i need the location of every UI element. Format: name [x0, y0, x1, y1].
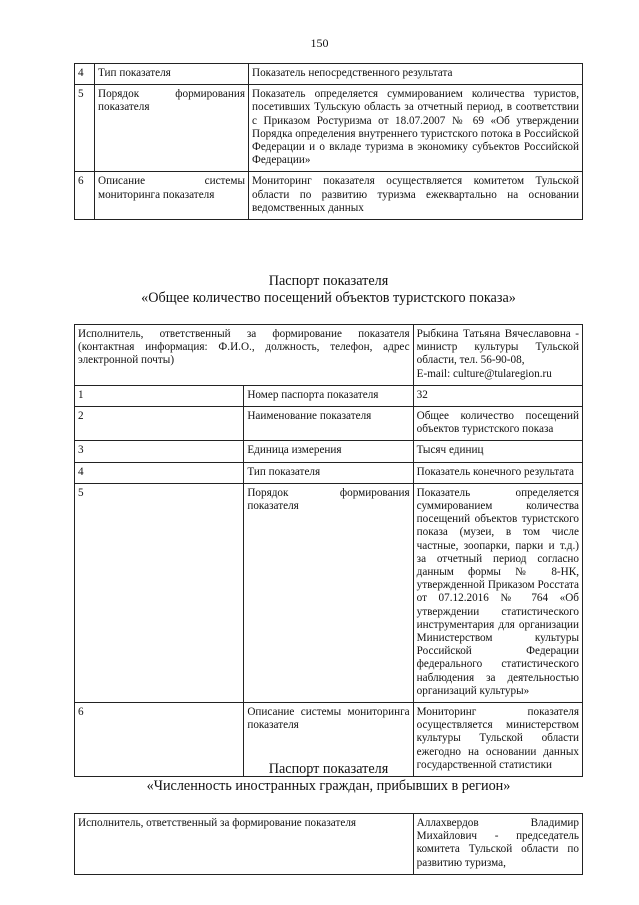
executor-value [413, 325, 582, 386]
row-number: 5 [75, 85, 95, 172]
executor-contact: Рыбкина Татьяна Вячеславовна - министр культуры Тульской области, тел. 56-90-08, [416, 328, 579, 367]
row-value: 32 [413, 385, 582, 406]
table-row [75, 407, 583, 441]
row-label: Описание системы мониторинга показателя [244, 703, 413, 777]
row-value: Общее количество посещений объектов туристского показа [413, 407, 582, 441]
executor-label: Исполнитель, ответственный за формирование показателя [75, 814, 414, 875]
section-title-line1: Паспорт показателя [268, 761, 389, 777]
row-value: Показатель определяется суммированием количества туристов, посетивших Тульскую область за отчетный период, в соответствии с Приказом Ростуризма от 18.07.2007 № 69 «Об утверждении Порядка определения внутреннего туристского потока в Российской Федерации и о вкладе туризма в экономику субъектов Российской Федерации» [249, 85, 583, 172]
passport-table [74, 324, 583, 777]
row-value: Показатель непосредственного результата [249, 64, 583, 85]
row-label: Порядок формирования показателя [244, 483, 413, 702]
page-number: 150 [310, 36, 329, 50]
section-title-line2: «Численность иностранных граждан, прибывших в регион» [146, 778, 511, 794]
row-value: Мониторинг показателя осуществляется комитетом Тульской области по развитию туризма ежеквартально на основании ведомственных данных [249, 172, 583, 220]
section-title [74, 273, 583, 307]
row-number: 6 [75, 703, 244, 777]
row-number: 5 [75, 483, 244, 702]
row-label: Тип показателя [244, 462, 413, 483]
row-number: 3 [75, 441, 244, 462]
passport-table-continued [74, 63, 583, 220]
row-label: Порядок формирования показателя [95, 85, 249, 172]
row-number: 4 [75, 64, 95, 85]
row-label: Наименование показателя [244, 407, 413, 441]
passport-table-next [74, 813, 583, 875]
table-row [75, 172, 583, 220]
row-number: 6 [75, 172, 95, 220]
row-label: Единица измерения [244, 441, 413, 462]
row-value: Тысяч единиц [413, 441, 582, 462]
row-label: Тип показателя [95, 64, 249, 85]
table-row [75, 483, 583, 702]
executor-label: Исполнитель, ответственный за формирование показателя (контактная информация: Ф.И.О., должность, телефон, адрес электронной почты) [75, 325, 414, 386]
row-number: 2 [75, 407, 244, 441]
row-value: Показатель конечного результата [413, 462, 582, 483]
section-title-line2: «Общее количество посещений объектов туристского показа» [141, 290, 516, 306]
row-label: Номер паспорта показателя [244, 385, 413, 406]
table-row [75, 85, 583, 172]
row-value: Показатель определяется суммированием количества посещений объектов туристского показа (музеи, в том числе частные, зоопарки, парки и т.д.) за отчетный период согласно данным формы № 8-НК, утвержденной Приказом Росстата от 07.12.2016 № 764 «Об утверждении статистического инструментария для организации Министерством культуры Российской Федерации федерального статистического наблюдения за деятельностью организаций культуры» [413, 483, 582, 702]
executor-row [75, 325, 583, 386]
row-value: Мониторинг показателя осуществляется министерством культуры Тульской области ежегодно на основании данных государственной статистики [413, 703, 582, 777]
row-label: Описание системы мониторинга показателя [95, 172, 249, 220]
table-row [75, 462, 583, 483]
executor-value: Аллахвердов Владимир Михайлович - председатель комитета Тульской области по развитию туризма, [413, 814, 582, 875]
executor-email: E-mail: culture@tularegion.ru [416, 367, 552, 380]
section-title-line1: Паспорт показателя [268, 273, 389, 289]
table-row [75, 441, 583, 462]
table-row [75, 64, 583, 85]
row-number: 4 [75, 462, 244, 483]
section-title [74, 761, 583, 795]
row-number: 1 [75, 385, 244, 406]
executor-row [75, 814, 583, 875]
table-row [75, 385, 583, 406]
